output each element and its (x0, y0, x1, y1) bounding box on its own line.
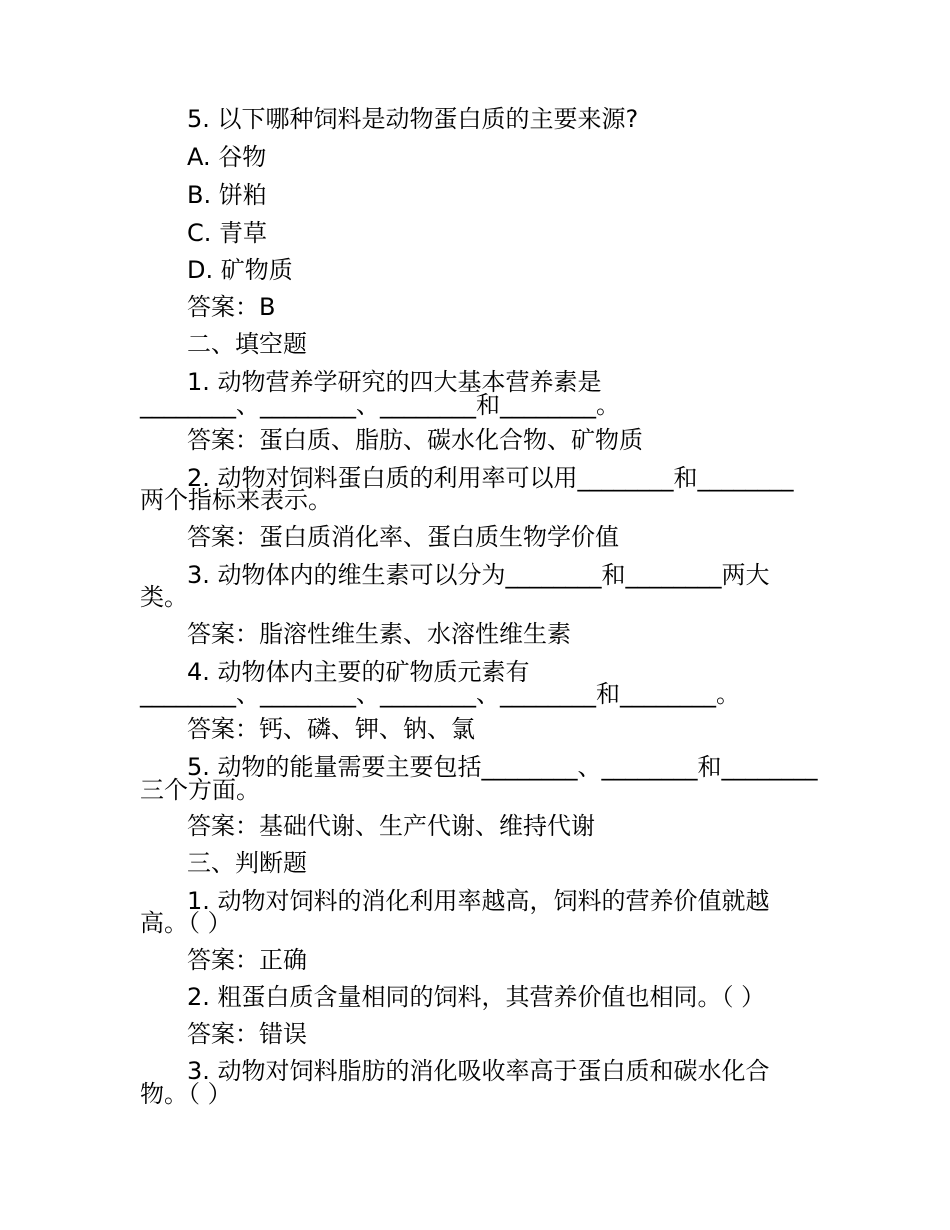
section-heading-true-false: 三、判断题 (187, 849, 307, 877)
fill-question-5-line-2: 三个方面。 (140, 776, 260, 804)
answer-fill-5: 答案：基础代谢、生产代谢、维持代谢 (187, 812, 595, 840)
answer-fill-4: 答案：钙、磷、钾、钠、氯 (187, 715, 475, 743)
answer-fill-3: 答案：脂溶性维生素、水溶性维生素 (187, 620, 571, 648)
fill-question-1-line-2: ________、________、________和________。 (140, 391, 620, 419)
option-b: B. 饼粕 (187, 181, 267, 209)
tf-question-1-line-1: 1. 动物对饲料的消化利用率越高，饲料的营养价值就越 (187, 887, 770, 915)
option-d: D. 矿物质 (187, 256, 293, 284)
section-heading-fill-blank: 二、填空题 (187, 330, 307, 358)
option-c: C. 青草 (187, 219, 268, 247)
fill-question-2-line-1: 2. 动物对饲料蛋白质的利用率可以用________和________ (187, 464, 794, 492)
fill-question-4-line-1: 4. 动物体内主要的矿物质元素有 (187, 658, 530, 686)
tf-question-2: 2. 粗蛋白质含量相同的饲料，其营养价值也相同。（ ） (187, 983, 766, 1011)
fill-question-5-line-1: 5. 动物的能量需要主要包括________、________和________ (187, 753, 818, 781)
answer-tf-1: 答案：正确 (187, 946, 307, 974)
fill-question-3-line-1: 3. 动物体内的维生素可以分为________和________两大 (187, 561, 770, 589)
question-5-mc: 5. 以下哪种饲料是动物蛋白质的主要来源? (187, 105, 639, 133)
tf-question-3-line-1: 3. 动物对饲料脂肪的消化吸收率高于蛋白质和碳水化合 (187, 1057, 770, 1085)
answer-mc-5: 答案：B (187, 293, 276, 321)
fill-question-3-line-2: 类。 (140, 583, 188, 611)
fill-question-1-line-1: 1. 动物营养学研究的四大基本营养素是 (187, 368, 602, 396)
answer-fill-1: 答案：蛋白质、脂肪、碳水化合物、矿物质 (187, 426, 643, 454)
answer-tf-2: 答案：错误 (187, 1020, 307, 1048)
fill-question-2-line-2: 两个指标来表示。 (140, 486, 332, 514)
fill-question-4-line-2: ________、________、________、________和________。 (140, 680, 740, 708)
option-a: A. 谷物 (187, 143, 267, 171)
answer-fill-2: 答案：蛋白质消化率、蛋白质生物学价值 (187, 523, 619, 551)
tf-question-1-line-2: 高。（ ） (140, 909, 232, 937)
tf-question-3-line-2: 物。（ ） (140, 1080, 232, 1108)
